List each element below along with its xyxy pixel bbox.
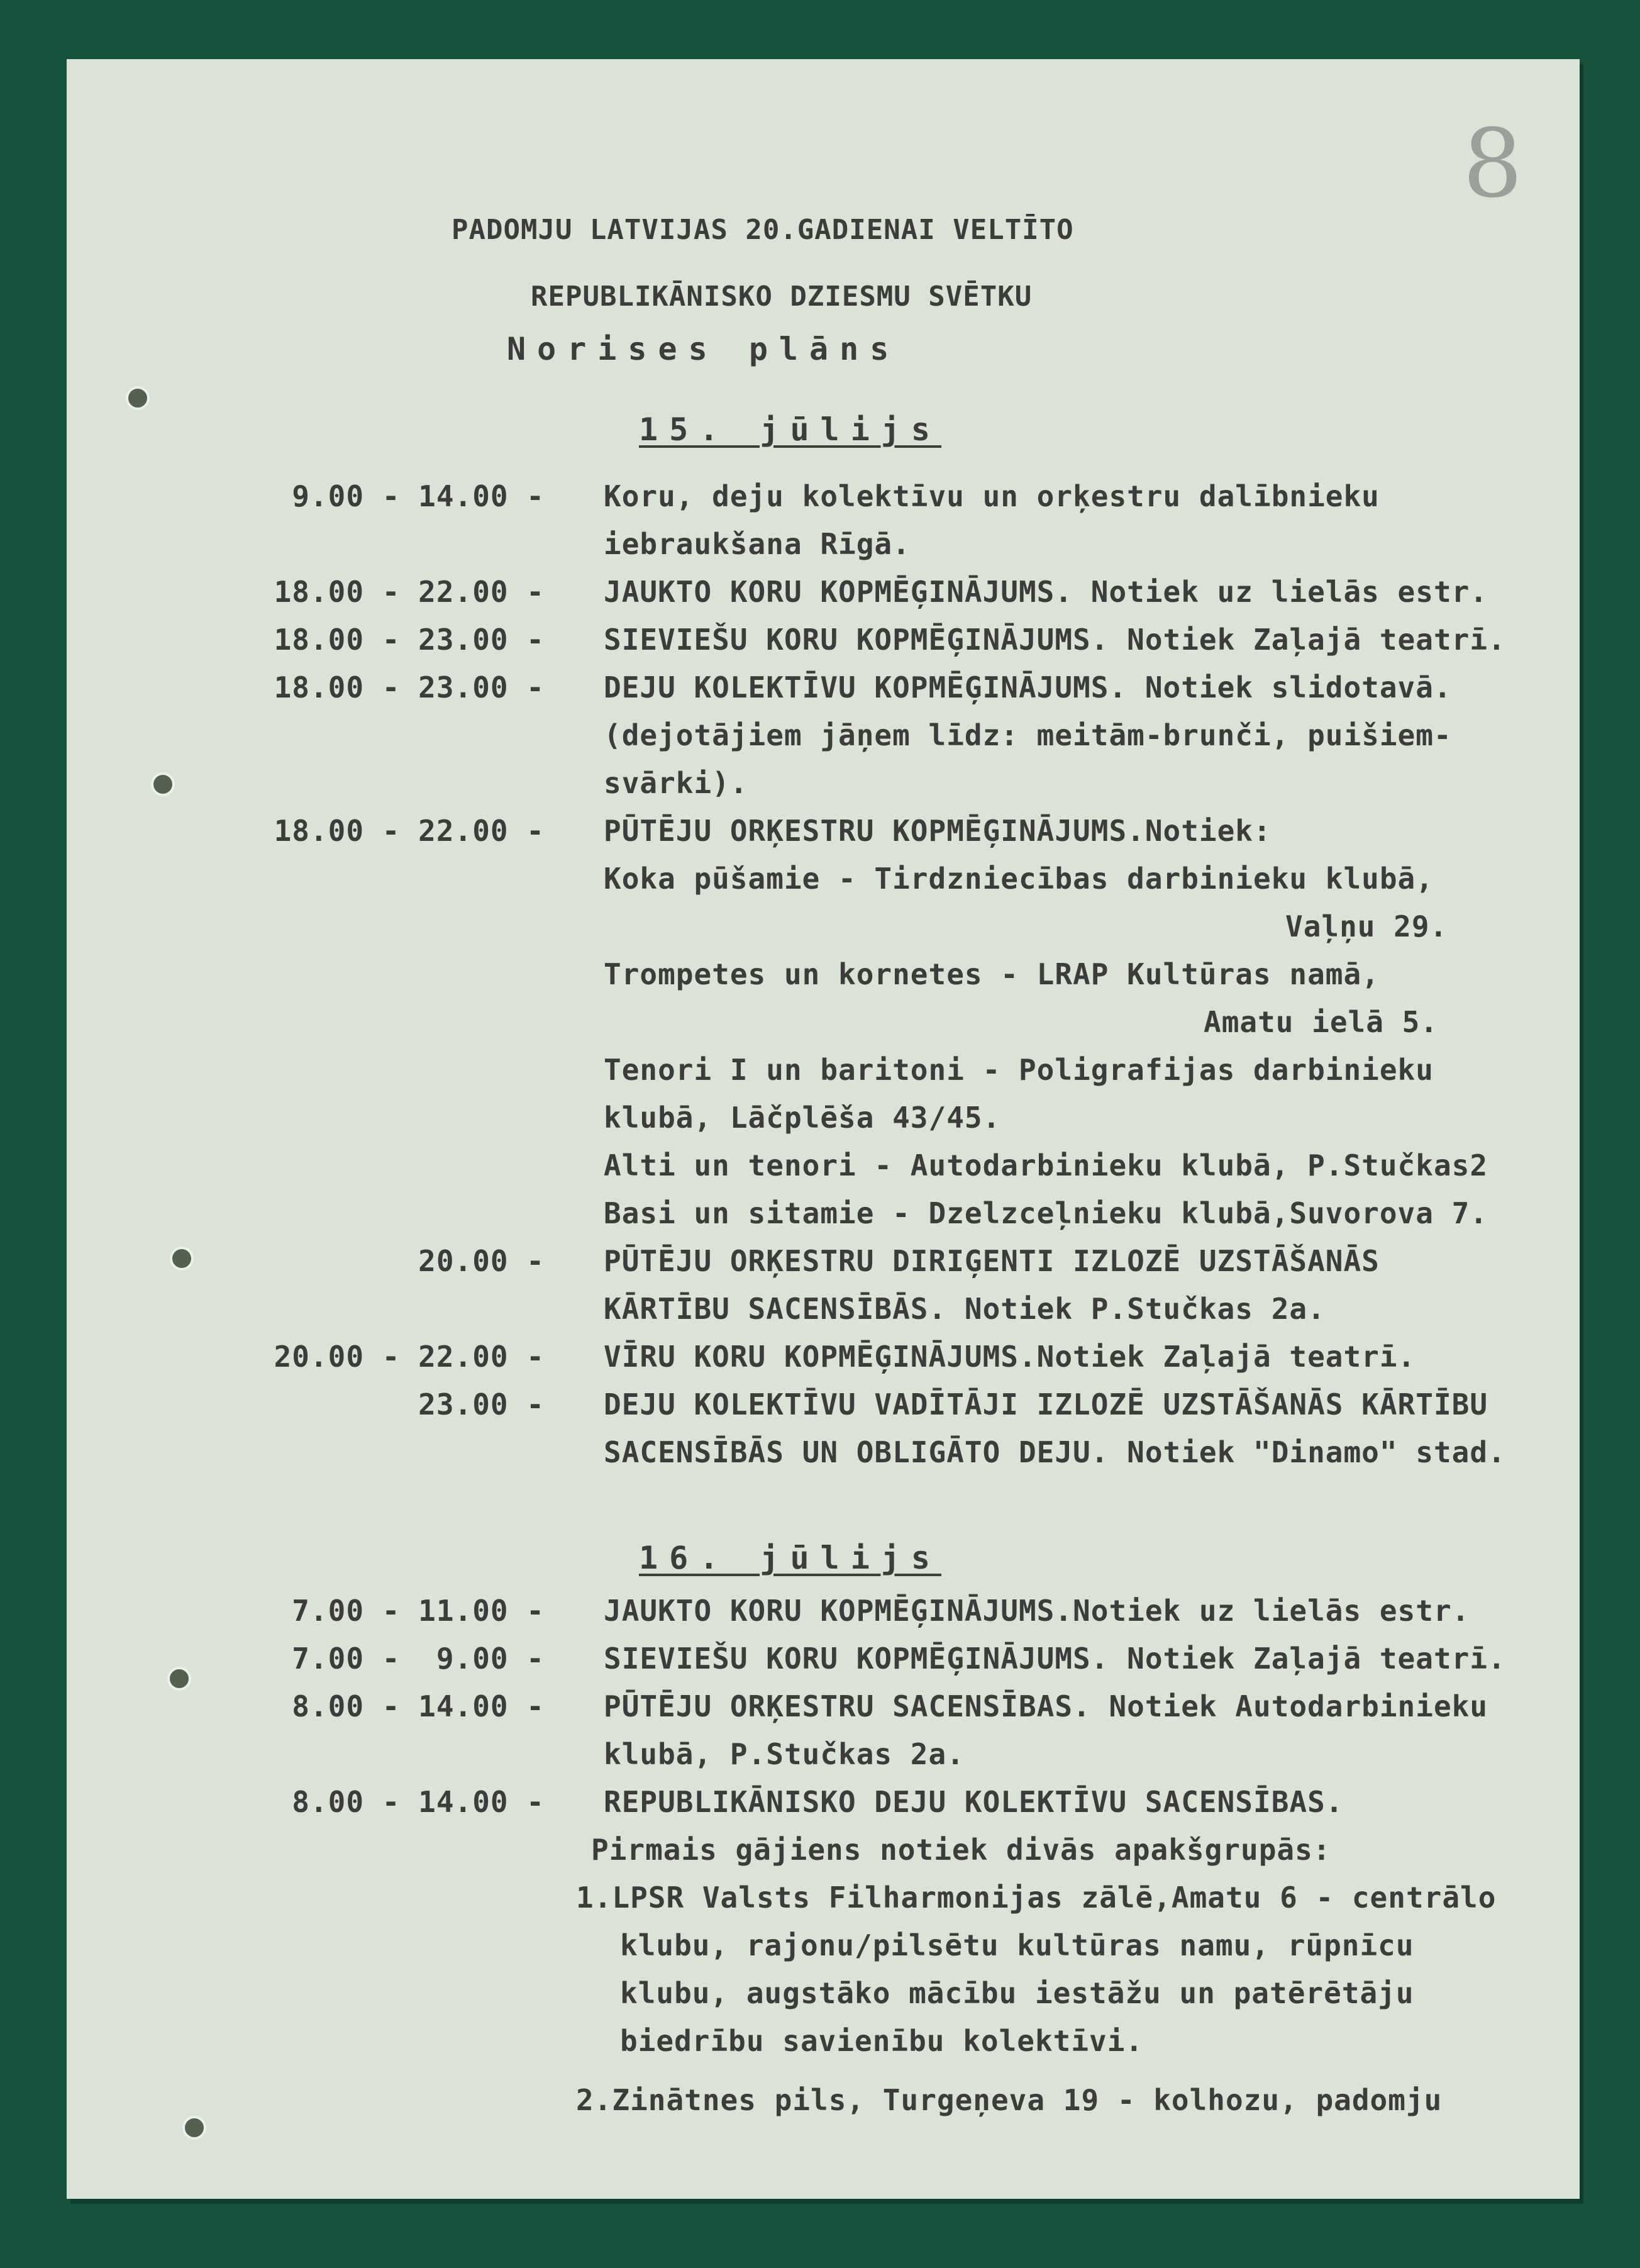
- entry-line: biedrību savienību kolektīvi.: [620, 2024, 1144, 2058]
- time-range: 20.00 -: [418, 1244, 545, 1278]
- entry-line: klubā, Lāčplēša 43/45.: [604, 1101, 1001, 1135]
- entry-line: Pirmais gājiens notiek divās apakšgrupās:: [591, 1833, 1331, 1867]
- entry-line: PŪTĒJU ORĶESTRU SACENSĪBAS. Notiek Autodarbinieku: [604, 1689, 1488, 1723]
- punch-hole: [126, 386, 150, 410]
- entry-line: klubā, P.Stučkas 2a.: [604, 1737, 965, 1771]
- entry-line: DEJU KOLEKTĪVU VADĪTĀJI IZLOZĒ UZSTĀŠANĀS KĀRTĪBU: [604, 1387, 1488, 1421]
- time-range: 18.00 - 23.00 -: [274, 623, 545, 657]
- entry-line: Alti un tenori - Autodarbinieku klubā, P.Stučkas2: [604, 1148, 1488, 1182]
- entry-line: PŪTĒJU ORĶESTRU DIRIĢENTI IZLOZĒ UZSTĀŠANĀS: [604, 1244, 1380, 1278]
- entry-line: DEJU KOLEKTĪVU KOPMĒĢINĀJUMS. Notiek slidotavā.: [604, 670, 1452, 704]
- entry-line: JAUKTO KORU KOPMĒĢINĀJUMS. Notiek uz lielās estr.: [604, 575, 1488, 609]
- time-range: 7.00 - 11.00 -: [292, 1594, 545, 1628]
- entry-line: SIEVIEŠU KORU KOPMĒĢINĀJUMS. Notiek Zaļajā teatrī.: [604, 1642, 1506, 1676]
- entry-line: klubu, augstāko mācību iestāžu un patērētāju: [620, 1976, 1414, 2010]
- entry-line: Amatu ielā 5.: [1204, 1005, 1439, 1039]
- time-range: 18.00 - 22.00 -: [274, 814, 545, 848]
- entry-line: SIEVIEŠU KORU KOPMĒĢINĀJUMS. Notiek Zaļajā teatrī.: [604, 623, 1506, 657]
- punch-hole: [182, 2116, 206, 2140]
- entry-line: JAUKTO KORU KOPMĒĢINĀJUMS.Notiek uz lielās estr.: [604, 1594, 1470, 1628]
- time-range: 8.00 - 14.00 -: [292, 1689, 545, 1723]
- day-heading: 15. jūlijs: [639, 411, 942, 448]
- entry-line: svārki).: [604, 766, 748, 800]
- time-range: 23.00 -: [418, 1387, 545, 1421]
- header-line-1: PADOMJU LATVIJAS 20.GADIENAI VELTĪTO: [452, 214, 1074, 246]
- entry-line: 2.Zinātnes pils, Turgeņeva 19 - kolhozu, padomju: [576, 2083, 1443, 2117]
- time-range: 18.00 - 23.00 -: [274, 670, 545, 704]
- header-line-2: REPUBLIKĀNISKO DZIESMU SVĒTKU: [531, 281, 1033, 313]
- entry-line: klubu, rajonu/pilsētu kultūras namu, rūpnīcu: [620, 1928, 1414, 1962]
- entry-line: Koka pūšamie - Tirdzniecības darbinieku klubā,: [604, 862, 1434, 896]
- punch-hole: [170, 1247, 194, 1270]
- time-range: 9.00 - 14.00 -: [292, 479, 545, 513]
- punch-hole: [167, 1667, 191, 1691]
- day-heading: 16. jūlijs: [639, 1540, 942, 1576]
- entry-line: 1.LPSR Valsts Filharmonijas zālē,Amatu 6 - centrālo: [576, 1881, 1497, 1915]
- entry-line: PŪTĒJU ORĶESTRU KOPMĒĢINĀJUMS.Notiek:: [604, 814, 1272, 848]
- entry-line: (dejotājiem jāņem līdz: meitām-brunči, puišiem-: [604, 718, 1452, 752]
- time-range: 20.00 - 22.00 -: [274, 1340, 545, 1374]
- entry-line: REPUBLIKĀNISKO DEJU KOLEKTĪVU SACENSĪBAS.: [604, 1785, 1344, 1819]
- entry-line: KĀRTĪBU SACENSĪBĀS. Notiek P.Stučkas 2a.: [604, 1292, 1326, 1326]
- entry-line: Trompetes un kornetes - LRAP Kultūras namā,: [604, 957, 1380, 991]
- entry-line: Basi un sitamie - Dzelzceļnieku klubā,Suvorova 7.: [604, 1196, 1488, 1230]
- time-range: 7.00 - 9.00 -: [292, 1642, 545, 1676]
- entry-line: SACENSĪBĀS UN OBLIGĀTO DEJU. Notiek "Dinamo" stad.: [604, 1435, 1506, 1469]
- entry-line: iebraukšana Rīgā.: [604, 527, 911, 561]
- entry-line: Koru, deju kolektīvu un orķestru dalībnieku: [604, 479, 1380, 513]
- page-number-pencil: 8: [1463, 109, 1523, 219]
- entry-line: Vaļņu 29.: [1285, 909, 1448, 943]
- entry-line: Tenori I un baritoni - Poligrafijas darbinieku: [604, 1053, 1434, 1087]
- punch-hole: [151, 772, 175, 796]
- document-title: Norises plāns: [507, 331, 900, 367]
- document-page: [67, 59, 1580, 2199]
- time-range: 8.00 - 14.00 -: [292, 1785, 545, 1819]
- entry-line: VĪRU KORU KOPMĒĢINĀJUMS.Notiek Zaļajā teatrī.: [604, 1340, 1416, 1374]
- time-range: 18.00 - 22.00 -: [274, 575, 545, 609]
